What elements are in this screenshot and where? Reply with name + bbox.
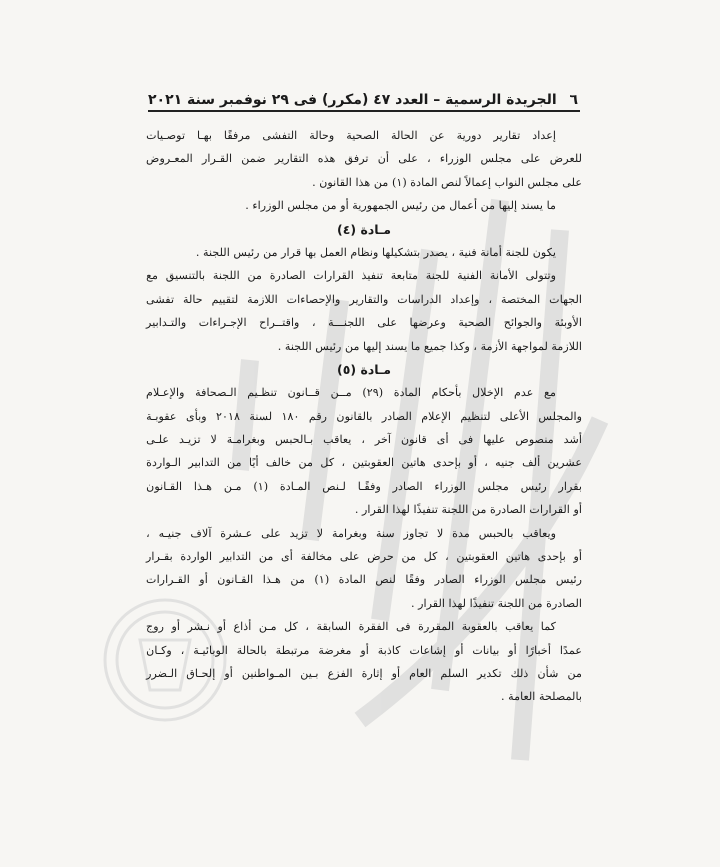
text-word: بالحبس (478, 526, 514, 540)
text-word: هاتين (505, 550, 531, 564)
text-word: جنيه (495, 456, 515, 470)
text-word: وفقًا (405, 573, 426, 587)
text-word: الـضرر (146, 666, 178, 680)
text-word: الفزع (327, 666, 353, 680)
text-line (146, 264, 582, 287)
text-word: الفقرة (358, 620, 389, 634)
text-word: الجهات (549, 292, 582, 306)
text-word: الـواردة (146, 456, 182, 470)
text-word: الفنية (457, 269, 483, 283)
text-word: ١٨٠ (281, 409, 300, 423)
text-word: رئيس (555, 573, 582, 587)
text-word: ، (311, 316, 316, 330)
text-word: ، (488, 292, 493, 306)
text-line (146, 428, 582, 451)
text-word: مخالفة (300, 550, 333, 564)
text-word: الوزراء (474, 573, 506, 587)
text-line (146, 451, 582, 474)
text-line (146, 615, 582, 638)
text-word: بأحكام (431, 386, 462, 400)
text-word: حرض (367, 550, 394, 564)
text-word: ، (305, 620, 310, 634)
text-word: يعاقب (505, 620, 534, 634)
text-word: اللازمة (247, 292, 278, 306)
text-line (146, 662, 582, 685)
text-word: اللازمة لمواجهة الأزمة ، وكذا جميع ما يسند إليها من رئيس اللجنة . (277, 339, 582, 353)
text-word: بقـرار (146, 550, 173, 564)
text-word: من (567, 666, 582, 680)
text-word: ألف (522, 456, 541, 470)
text-word: متابعة (390, 269, 418, 283)
text-word: الصحية (346, 129, 380, 142)
text-word: إلحـاق (186, 666, 216, 680)
text-word: مغرضة (318, 643, 352, 657)
text-word: المادة (338, 573, 366, 587)
text-word: بقرار (558, 479, 582, 493)
text-word: ، (427, 152, 431, 166)
text-word: وبأى (185, 409, 207, 423)
text-word: لنص (375, 573, 396, 587)
text-word: كاذبة (377, 643, 401, 657)
text-word: للجنة (425, 269, 450, 283)
text-word: بإحدى (433, 456, 462, 470)
text-word: الإخلال (472, 386, 504, 400)
text-word: والإعـلام (146, 386, 185, 400)
text-word: الأعلى (499, 409, 530, 423)
text-word: ، (445, 550, 449, 564)
text-word: رئيس (520, 479, 547, 493)
text-word: بالقانون (336, 409, 373, 423)
text-word: أو (360, 643, 369, 657)
text-word: بالعقوبة (461, 620, 498, 634)
text-word: من (258, 550, 274, 564)
text-word: مع (544, 386, 556, 400)
page-header (148, 86, 578, 108)
text-word: على (339, 550, 360, 564)
text-word: لتنظيم (460, 409, 491, 423)
text-line (146, 639, 582, 662)
text-line (146, 171, 582, 194)
text-word: تفشى (146, 292, 175, 306)
text-word: الحالة (391, 129, 418, 142)
text-word: من (298, 456, 314, 470)
text-word: اللجنـــة (328, 316, 365, 330)
text-word: أو (391, 666, 401, 680)
text-line (146, 545, 582, 568)
text-word: أو (454, 643, 464, 657)
text-word: وبغرامـة (226, 433, 266, 447)
text-word: الإجـراءات (198, 316, 247, 330)
text-word: مجلس (515, 573, 547, 587)
text-word: أو (573, 550, 582, 564)
text-line (146, 241, 582, 264)
text-word: أيًا (248, 456, 259, 470)
text-word: لسنة (249, 409, 273, 423)
text-word: وبغرامة (331, 526, 368, 540)
text-word: كل (284, 620, 298, 634)
text-word: العقوبتين (352, 456, 395, 470)
text-word: ٢٠١٨ (216, 409, 241, 423)
text-word: أى (436, 433, 449, 447)
text-word: على (398, 152, 418, 166)
text-word: الأوبئة (554, 316, 582, 330)
text-word: أى (281, 550, 293, 564)
text-word: آخر (374, 433, 392, 447)
page-number: ٦ (569, 92, 578, 108)
text-word: (١) (253, 479, 269, 493)
text-word: لا (316, 526, 324, 540)
text-word: المـادة (279, 479, 311, 493)
text-word: لـنص (322, 479, 346, 493)
publication-title: الجريدة الرسمية – العدد ٤٧ (مكرر) فى ٢٩ نوفمبر سنة ٢٠٢١ (148, 92, 557, 108)
text-word: وكـان (146, 643, 172, 657)
text-line (146, 475, 582, 498)
text-word: مــن (330, 386, 352, 400)
text-word: ، (484, 456, 488, 470)
text-word: تجاوز (403, 526, 429, 540)
text-word: هـذا (193, 479, 213, 493)
text-word: السابقة (316, 620, 352, 634)
text-word: والجوائح (503, 316, 543, 330)
text-word: مجلس (480, 152, 512, 166)
text-word: عقوبـة (146, 409, 177, 423)
text-word: الوبائيـة (193, 643, 228, 657)
text-word: مـن (223, 479, 242, 493)
text-word: توصـيات (146, 129, 186, 142)
text-word: الواردة (180, 550, 213, 564)
text-word: العام (409, 666, 432, 680)
text-word: علـى (146, 433, 170, 447)
text-word: وفقًـا (357, 479, 381, 493)
text-word: فى (458, 433, 474, 447)
text-word: الإعلام (421, 409, 452, 423)
text-word: هذه (317, 152, 336, 166)
text-word: عن (429, 129, 445, 142)
text-line (146, 522, 582, 545)
text-word: ، (146, 526, 150, 540)
text-line (146, 335, 582, 358)
text-word: الصادرة (269, 269, 306, 283)
text-word: عشرين (547, 456, 582, 470)
text-word: العقوبتين (456, 550, 499, 564)
text-word: الوزراء (439, 152, 472, 166)
text-word: اللجنة (212, 269, 240, 283)
text-word: تزيـد (179, 433, 201, 447)
text-word: القـرارات (146, 573, 190, 587)
text-word: التفشى (262, 129, 298, 142)
text-word: أخبارًا (525, 643, 551, 657)
text-word: مدة (452, 526, 470, 540)
text-word: الصادرة من اللجنة تنفيذًا لهذا القرار . (410, 596, 582, 610)
text-word: عليها (483, 433, 506, 447)
text-word: كل (320, 456, 335, 470)
text-word: تقارير (493, 129, 521, 142)
header-rule (148, 110, 580, 112)
text-word: تكدير (477, 666, 502, 680)
text-word: التدابير (219, 550, 252, 564)
text-word: أو (217, 620, 227, 634)
text-word: (٢٩) (362, 386, 384, 400)
text-word: بـالحبس (275, 433, 314, 447)
text-word: ما يسند إليها من أعمال من رئيس الجمهورية أو من مجلس الوزراء . (245, 199, 556, 213)
text-word: المادة (393, 386, 421, 400)
text-word: يكون للجنة أمانة فنية ، يصدر بتشكيلها ونظام العمل بها قرار من رئيس اللجنة . (195, 245, 556, 259)
text-word: أو (171, 620, 181, 634)
text-word: لا (436, 526, 444, 540)
text-word: القـانون (146, 479, 183, 493)
text-word: جنيـه (158, 526, 182, 540)
text-word: سنة (375, 526, 395, 540)
text-word: قــانون (287, 386, 321, 400)
text-word: تزيد (289, 526, 308, 540)
text-word: بإحدى (537, 550, 566, 564)
text-word: على (520, 152, 541, 166)
text-word: والإحصاءات (286, 292, 341, 306)
text-word: أن (377, 152, 390, 166)
text-word: فى (395, 620, 411, 634)
text-word: على (261, 526, 281, 540)
text-line (146, 381, 582, 404)
text-word: الصادر (434, 573, 465, 587)
text-word: مرتبطة (275, 643, 310, 657)
text-word: والتـدابير (146, 316, 187, 330)
text-word: ، (341, 456, 346, 470)
text-word: دورية (456, 129, 482, 142)
text-line (146, 124, 582, 147)
text-word: المعـروض (146, 152, 193, 166)
text-word: بالتنسيق (165, 269, 206, 283)
text-word: حالة (182, 292, 203, 306)
text-line (146, 568, 582, 591)
text-word: أذاع (233, 620, 252, 634)
text-line (146, 288, 582, 311)
text-word: واقتــراح (259, 316, 300, 330)
text-word: تنفيذ (361, 269, 383, 283)
text-word: إثارة (361, 666, 383, 680)
document-body (146, 124, 582, 709)
text-word: نـشر (187, 620, 211, 634)
text-line (146, 498, 582, 521)
text-line (146, 194, 582, 217)
text-word: وتتولى (525, 269, 556, 283)
text-word: روج (146, 620, 165, 634)
text-word: للعرض (549, 152, 582, 166)
text-word: هـذا (262, 573, 281, 587)
text-word: أو (199, 573, 208, 587)
text-word: من (247, 269, 262, 283)
text-word: الصادر (381, 409, 412, 423)
text-word: قانون (400, 433, 427, 447)
text-word: إعداد (532, 129, 556, 142)
text-word: أو القرارات الصادرة من اللجنة تنفيذًا لهذا القرار . (354, 503, 582, 517)
text-word: بـين (300, 666, 319, 680)
text-word: السلم (440, 666, 469, 680)
text-word: مجلس (477, 479, 509, 493)
text-word: ضمن (241, 152, 266, 166)
text-word: تنظـيم (247, 386, 277, 400)
text-word: (١) (314, 573, 330, 587)
text-word: ترفق (344, 152, 369, 166)
text-word: مرفقًا (223, 129, 251, 142)
text-word: والمجلس (538, 409, 582, 423)
text-word: وعرضها (409, 316, 446, 330)
text-word: منصوص (515, 433, 554, 447)
text-word: القرارات (313, 269, 354, 283)
text-word: عمدًا (559, 643, 582, 657)
article-4-heading: مـادة (٤) (337, 221, 391, 237)
text-word: وحالة (309, 129, 335, 142)
text-word: خالف (265, 456, 292, 470)
text-word: من (401, 550, 417, 564)
text-word: بالحالة (236, 643, 267, 657)
text-word: عـشرة (220, 526, 253, 540)
text-line (146, 147, 582, 170)
text-word: كل (423, 550, 438, 564)
text-word: شأن (537, 666, 559, 680)
text-word: المـواطنين (241, 666, 292, 680)
text-line (146, 592, 582, 615)
text-word: أو (468, 456, 477, 470)
text-word: القـانون (217, 573, 254, 587)
text-word: آلاف (190, 526, 212, 540)
text-word: ويعاقب (522, 526, 556, 540)
text-word: الدراسات (397, 292, 442, 306)
text-word: مـن (258, 620, 277, 634)
text-word: على (377, 316, 398, 330)
text-word: من (290, 573, 305, 587)
text-word: يعاقب (323, 433, 352, 447)
text-word: والتقارير (349, 292, 389, 306)
text-word: لا (210, 433, 217, 447)
text-word: لتقييم (211, 292, 239, 306)
text-word: هاتين (401, 456, 426, 470)
text-word: بيانات (472, 643, 500, 657)
text-word: الوزراء (434, 479, 466, 493)
text-word: بالمصلحة العامة . (500, 690, 582, 704)
text-word: كما (540, 620, 556, 634)
text-word: من (227, 456, 242, 470)
text-word: المقررة (418, 620, 455, 634)
text-line (146, 311, 582, 334)
text-word: ذلك (510, 666, 529, 680)
text-word: القـرار (201, 152, 233, 166)
text-word: بهـا (197, 129, 212, 142)
text-word: أشد (563, 433, 582, 447)
text-word: الـصحافة (195, 386, 237, 400)
text-word: مع (146, 269, 159, 283)
text-word: أو (224, 666, 233, 680)
text-word: الصحية (458, 316, 492, 330)
text-line (146, 405, 582, 428)
text-word: الأمانة (489, 269, 518, 283)
text-line (146, 685, 582, 708)
text-word: وإعداد (450, 292, 480, 306)
text-word: على مجلس النواب إعمالاً لنص المادة (١) من هذا القانون . (312, 175, 582, 189)
text-word: الصادر (392, 479, 423, 493)
text-word: رقم (308, 409, 328, 423)
text-word: ، (361, 433, 365, 447)
text-word: إشاعات (409, 643, 447, 657)
text-word: أو (508, 643, 517, 657)
text-word: التدابير (188, 456, 220, 470)
text-word: المختصة (500, 292, 541, 306)
article-5-heading: مـادة (٥) (337, 361, 391, 377)
text-word: عدم (513, 386, 534, 400)
text-word: التقارير (274, 152, 309, 166)
text-word: ، (180, 643, 185, 657)
